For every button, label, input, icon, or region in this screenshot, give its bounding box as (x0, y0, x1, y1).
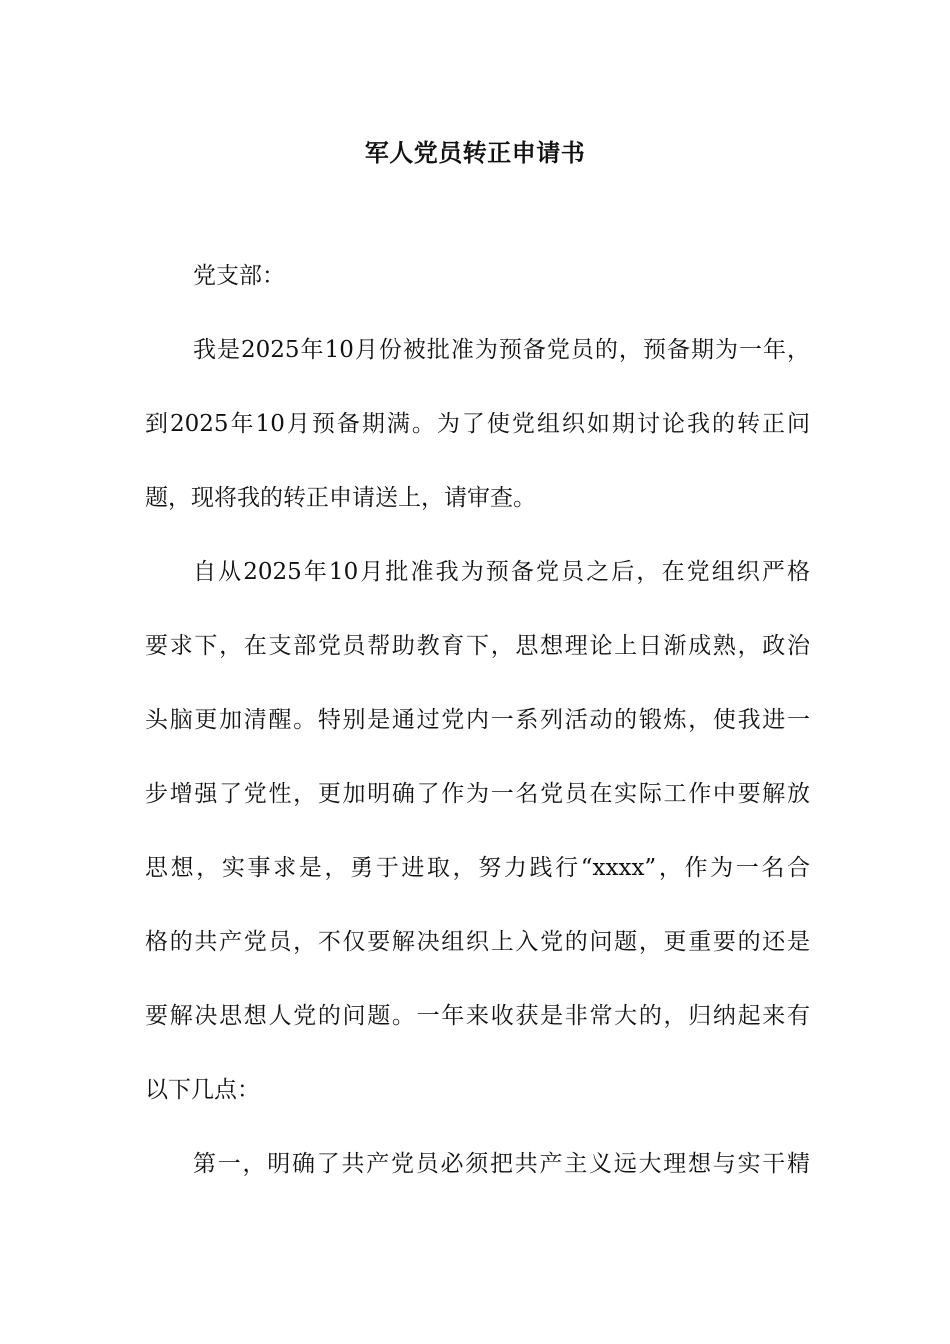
paragraph-line: 要解决思想人党的问题。一年来收获是非常大的，归纳起来有 (145, 1003, 810, 1029)
document-title: 军人党员转正申请书 (364, 138, 586, 167)
paragraph-line: 以下几点： (145, 1077, 260, 1103)
paragraph-line: 到2025年10月预备期满。为了使党组织如期讨论我的转正问 (145, 411, 810, 437)
paragraph-line: 要求下，在支部党员帮助教育下，思想理论上日渐成熟，政治 (145, 633, 810, 659)
document-body (145, 260, 810, 1222)
paragraph-line: 题，现将我的转正申请送上，请审查。 (145, 485, 536, 511)
paragraph-line: 格的共产党员，不仅要解决组织上入党的问题，更重要的还是 (145, 929, 810, 955)
paragraph-line: 我是2025年10月份被批准为预备党员的，预备期为一年， (193, 337, 810, 363)
paragraph-line: 第一，明确了共产党员必须把共产主义远大理想与实干精 (193, 1151, 810, 1177)
paragraph-line: 思想，实事求是，勇于进取，努力践行“xxxx”，作为一名合 (145, 855, 810, 881)
salutation-line: 党支部： (193, 263, 285, 289)
paragraph-line: 头脑更加清醒。特别是通过党内一系列活动的锻炼，使我进一 (145, 707, 810, 733)
paragraph-line: 自从2025年10月批准我为预备党员之后，在党组织严格 (193, 559, 810, 585)
paragraph-line: 步增强了党性，更加明确了作为一名党员在实际工作中要解放 (145, 781, 810, 807)
